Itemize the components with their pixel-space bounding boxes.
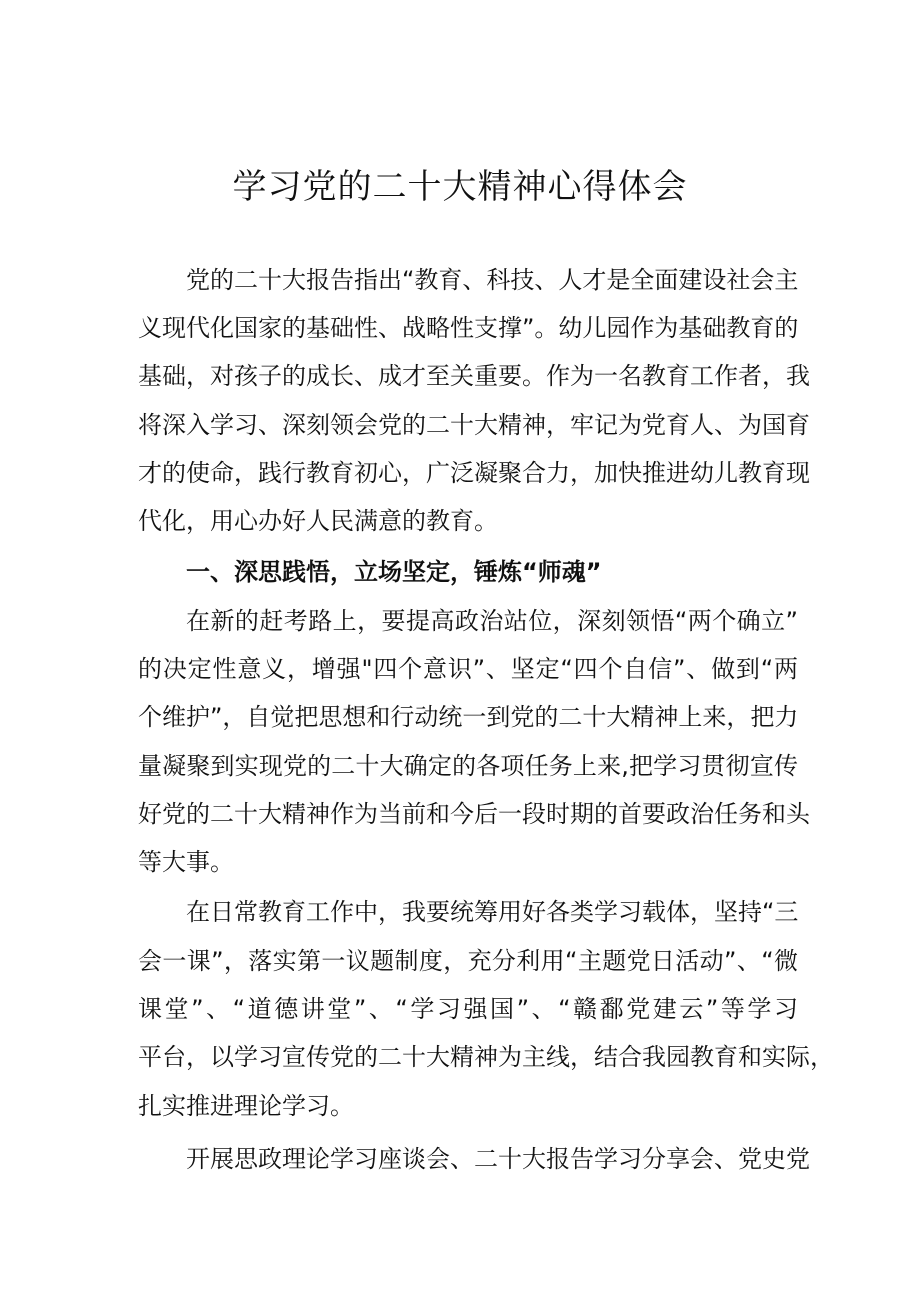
intro-line: 代化，用心办好人民满意的教育。 [138, 507, 498, 535]
section-heading: 一、深思践悟，立场坚定，锤炼“师魂” [186, 558, 602, 586]
intro-line: 将深入学习、深刻领会党的二十大精神，牢记为党育人、为国育 [138, 411, 810, 439]
paragraph-line: 好党的二十大精神作为当前和今后一段时期的首要政治任务和头 [138, 800, 810, 828]
paragraph-line: 会一课”，落实第一议题制度，充分利用“主题党日活动”、“微 [138, 947, 798, 975]
document-title: 学习党的二十大精神心得体会 [232, 167, 688, 207]
paragraph-line: 量凝聚到实现党的二十大确定的各项任务上来,把学习贯彻宣传 [138, 752, 798, 780]
intro-line: 才的使命，践行教育初心，广泛凝聚合力，加快推进幼儿教育现 [138, 459, 810, 487]
paragraph-line: 扎实推进理论学习。 [138, 1092, 354, 1120]
intro-line: 义现代化国家的基础性、战略性支撑”。幼儿园作为基础教育的 [138, 314, 799, 342]
paragraph-line: 课堂”、“道德讲堂”、“学习强国”、“赣鄱党建云”等学习 [138, 995, 798, 1023]
paragraph-line: 的决定性意义，增强"四个意识”、坚定“四个自信”、做到“两 [138, 655, 798, 683]
paragraph-line: 开展思政理论学习座谈会、二十大报告学习分享会、党史党 [186, 1145, 810, 1173]
paragraph-line: 个维护”，自觉把思想和行动统一到党的二十大精神上来，把力 [138, 703, 799, 731]
intro-line: 党的二十大报告指出“教育、科技、人才是全面建设社会主 [186, 266, 799, 294]
paragraph-line: 等大事。 [138, 848, 234, 876]
paragraph-line: 在新的赶考路上，要提高政治站位，深刻领悟“两个确立” [186, 607, 798, 635]
paragraph-line: 在日常教育工作中，我要统筹用好各类学习载体，坚持“三 [186, 898, 799, 926]
paragraph-line: 平台，以学习宣传党的二十大精神为主线，结合我园教育和实际， [138, 1043, 834, 1071]
intro-line: 基础，对孩子的成长、成才至关重要。作为一名教育工作者，我 [138, 362, 810, 390]
